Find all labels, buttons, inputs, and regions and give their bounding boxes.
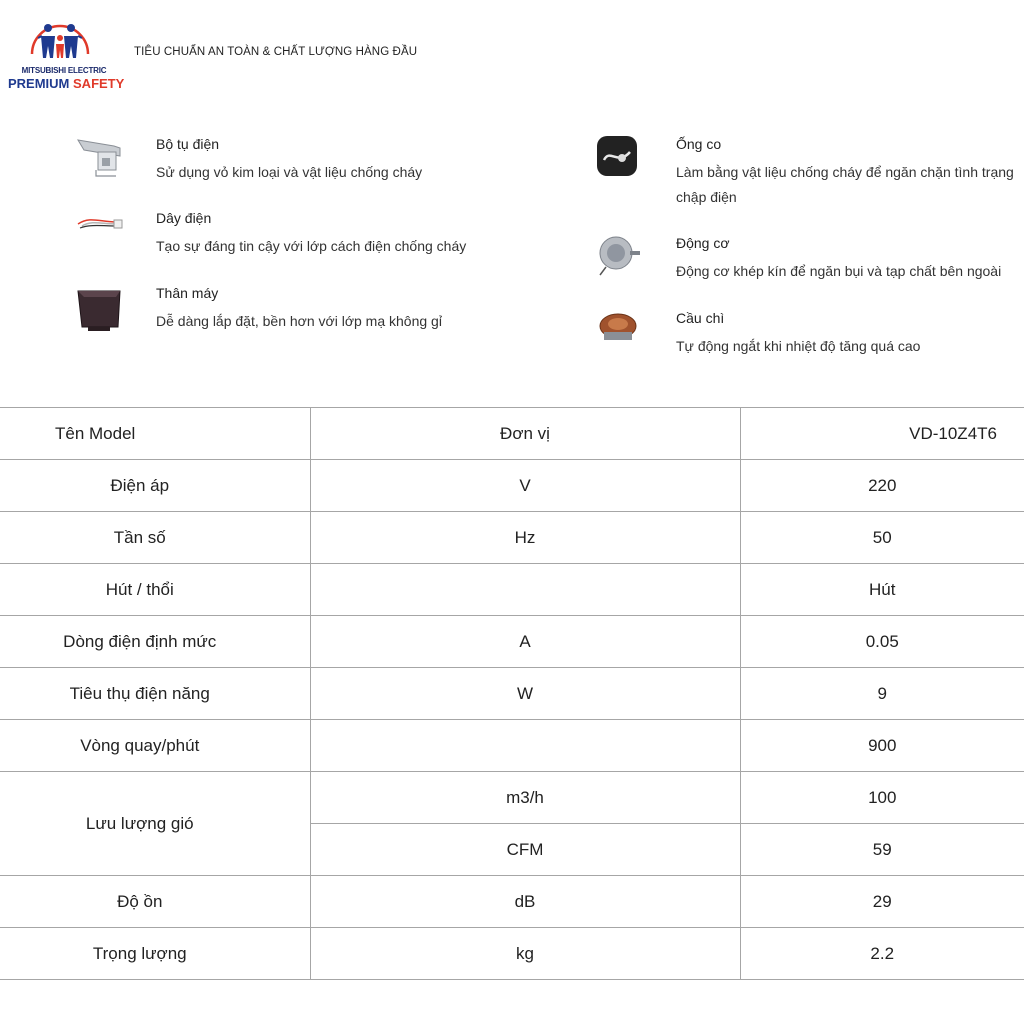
column-header-unit: Đơn vị (310, 408, 740, 460)
row-value: 9 (740, 668, 1024, 720)
feature-desc: Làm bằng vật liệu chống cháy để ngăn chặn tình trạng chập điện (676, 164, 1014, 205)
row-unit (310, 720, 740, 772)
row-label: Tần số (0, 512, 310, 564)
row-value: 0.05 (740, 616, 1024, 668)
table-row (0, 512, 1024, 564)
feature-title: Bộ tụ điện (156, 136, 220, 152)
row-unit: CFM (310, 824, 740, 876)
feature-title: Ống co (676, 136, 722, 152)
table-row (0, 616, 1024, 668)
family-icon (8, 14, 112, 70)
row-label: Trọng lượng (0, 928, 310, 980)
row-label: Vòng quay/phút (0, 720, 310, 772)
table-row (0, 668, 1024, 720)
row-value: Hút (740, 564, 1024, 616)
wire-icon (76, 210, 124, 262)
feature-title: Động cơ (676, 235, 730, 251)
table-row (0, 460, 1024, 512)
row-unit: W (310, 668, 740, 720)
feature-title: Dây điện (156, 210, 212, 226)
row-value: 29 (740, 876, 1024, 928)
row-unit: m3/h (310, 772, 740, 824)
table-row (0, 928, 1024, 980)
row-value: 2.2 (740, 928, 1024, 980)
feature-title: Thân máy (156, 285, 219, 301)
row-value: 59 (740, 824, 1024, 876)
table-row (0, 720, 1024, 772)
row-label: Tiêu thụ điện năng (0, 668, 310, 720)
row-label: Lưu lượng gió (0, 772, 310, 876)
mitsubishi-premium-safety-logo (8, 14, 125, 94)
capacitor-icon (76, 136, 124, 188)
table-header-row (0, 408, 1024, 460)
row-label: Điện áp (0, 460, 310, 512)
feature-fuse (596, 310, 1024, 362)
header (0, 0, 1024, 110)
logo-premium: PREMIUM (8, 76, 70, 91)
feature-housing (76, 285, 556, 337)
row-unit: V (310, 460, 740, 512)
row-unit: Hz (310, 512, 740, 564)
feature-desc: Tự động ngắt khi nhiệt độ tăng quá cao (676, 338, 921, 354)
feature-wire (76, 210, 556, 262)
tagline: TIÊU CHUẨN AN TOÀN & CHẤT LƯỢNG HÀNG ĐẦU (134, 46, 418, 58)
row-value: 900 (740, 720, 1024, 772)
housing-icon (76, 285, 124, 337)
logo-safety: SAFETY (73, 76, 125, 91)
row-unit (310, 564, 740, 616)
feature-title: Cầu chì (676, 310, 725, 326)
feature-capacitor (76, 136, 556, 188)
feature-desc: Sử dụng vỏ kim loại và vật liệu chống cháy (156, 164, 423, 180)
feature-desc: Dễ dàng lắp đặt, bền hơn với lớp mạ không gỉ (156, 313, 442, 329)
logo-premium-safety (8, 76, 125, 91)
row-label: Độ ồn (0, 876, 310, 928)
feature-motor (596, 235, 1024, 287)
column-header-model: Tên Model (0, 408, 310, 460)
column-header-model-value: VD-10Z4T6 (740, 408, 1024, 460)
row-value: 50 (740, 512, 1024, 564)
table-row (0, 564, 1024, 616)
table-row (0, 772, 1024, 824)
logo-brand: MITSUBISHI ELECTRIC (21, 66, 107, 75)
row-value: 220 (740, 460, 1024, 512)
row-label: Dòng điện định mức (0, 616, 310, 668)
motor-icon (596, 235, 644, 287)
table-row (0, 876, 1024, 928)
spec-table (0, 407, 1024, 980)
tube-icon (596, 136, 644, 188)
fuse-icon (596, 310, 644, 362)
row-unit: dB (310, 876, 740, 928)
row-label: Hút / thổi (0, 564, 310, 616)
row-unit: A (310, 616, 740, 668)
feature-tube (596, 136, 1024, 212)
row-unit: kg (310, 928, 740, 980)
feature-desc: Tạo sự đáng tin cậy với lớp cách điện chống cháy (156, 238, 467, 254)
row-value: 100 (740, 772, 1024, 824)
feature-desc: Động cơ khép kín để ngăn bụi và tạp chất bên ngoài (676, 263, 1002, 279)
